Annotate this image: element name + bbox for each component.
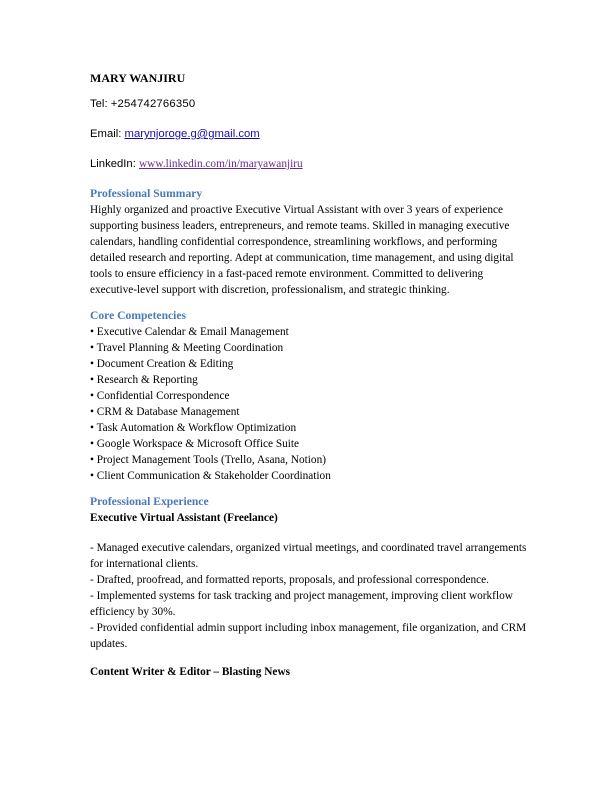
phone-label: Tel: <box>90 98 108 110</box>
email-link[interactable]: marynjoroge.g@gmail.com <box>124 128 260 140</box>
linkedin-link[interactable]: www.linkedin.com/in/maryawanjiru <box>139 158 303 170</box>
linkedin-label: LinkedIn: <box>90 158 136 170</box>
job-title: Content Writer & Editor – Blasting News <box>90 666 290 678</box>
competencies-list <box>90 324 530 484</box>
list-item: • Project Management Tools (Trello, Asana, Notion) <box>90 454 326 466</box>
phone-value: +254742766350 <box>110 98 196 110</box>
job-duties <box>90 540 530 652</box>
list-item: • Client Communication & Stakeholder Coordination <box>90 470 331 482</box>
list-item: • Task Automation & Workflow Optimization <box>90 422 297 434</box>
experience-heading: Professional Experience <box>90 495 209 508</box>
email-label: Email: <box>90 128 122 140</box>
summary-heading: Professional Summary <box>90 187 203 200</box>
applicant-name: MARY WANJIRU <box>90 71 186 85</box>
job-title: Executive Virtual Assistant (Freelance) <box>90 512 278 524</box>
duty-item: - Implemented systems for task tracking and project management, improving client workflow efficiency by 30%. <box>90 590 513 618</box>
list-item: • Research & Reporting <box>90 374 198 386</box>
duty-item: - Provided confidential admin support including inbox management, file organization, and CRM updates. <box>90 622 527 650</box>
list-item: • Google Workspace & Microsoft Office Suite <box>90 438 300 450</box>
competencies-heading: Core Competencies <box>90 309 187 322</box>
email-line <box>90 126 530 142</box>
list-item: • Document Creation & Editing <box>90 358 234 370</box>
phone-line <box>90 96 530 112</box>
list-item: • CRM & Database Management <box>90 406 240 418</box>
list-item: • Confidential Correspondence <box>90 390 230 402</box>
list-item: • Executive Calendar & Email Management <box>90 326 289 338</box>
resume-content <box>90 70 530 694</box>
linkedin-line <box>90 156 530 172</box>
duty-item: - Drafted, proofread, and formatted reports, proposals, and professional correspondence. <box>90 574 490 586</box>
summary-text: Highly organized and proactive Executive Virtual Assistant with over 3 years of experience supporting business leaders, entrepreneurs, and remote teams. Skilled in managing executive calendars, handling confidential correspondence, streamlining workflows, and performing detailed research and reporting. Adept at communication, time management, and using digital tools to ensure efficiency in a fast-paced remote environment. Committed to delivering executive-level support with discretion, professionalism, and strategic thinking. <box>90 204 514 296</box>
duty-item: - Managed executive calendars, organized virtual meetings, and coordinated travel arrangements for international clients. <box>90 542 527 570</box>
list-item: • Travel Planning & Meeting Coordination <box>90 342 284 354</box>
